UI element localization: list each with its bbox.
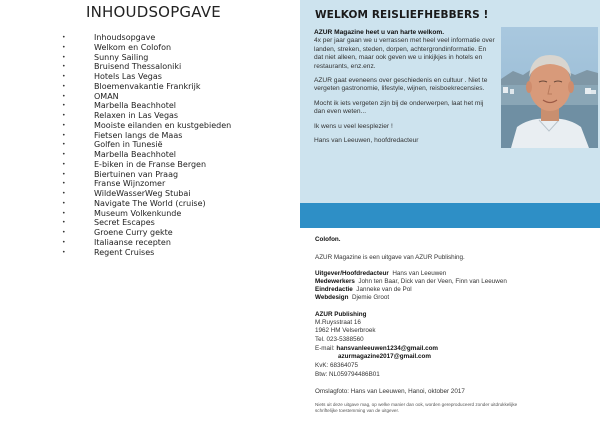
toc-item[interactable]: • Museum Volkenkunde — [62, 209, 231, 219]
welcome-intro-text: 4x per jaar gaan we u verrassen met heel veel informatie over landen, streken, steden, dorpen, achtergrondinformatie. En dat niet alleen, maar ook geven we u inkijkjes in hotels en restaurants, enz.enz. — [314, 37, 495, 70]
welcome-intro-bold: AZUR Magazine heet u van harte welkom. — [314, 29, 445, 36]
company-name-text: AZUR Publishing — [315, 311, 367, 318]
address-line: M.Ruysstraat 16 — [315, 319, 361, 326]
colofon-section — [300, 228, 600, 424]
email-line — [338, 353, 431, 361]
toc-item[interactable]: • Marbella Beachhotel — [62, 101, 231, 111]
role-value: Hans van Leeuwen — [392, 270, 447, 277]
colofon-role — [315, 294, 389, 302]
email-link[interactable]: azurmagazine2017@gmail.com — [338, 353, 431, 360]
disclaimer: Niets uit deze uitgave mag, op welke manier dan ook, worden gereproduceerd zonder uitdrukkelijke — [315, 402, 518, 407]
role-label: Eindredactie — [315, 286, 353, 293]
role-value: John ten Baar, Dick van der Veen, Finn van Leeuwen — [358, 278, 507, 285]
role-label: Medewerkers — [315, 278, 355, 285]
welcome-intro — [314, 29, 496, 71]
welcome-signature: Hans van Leeuwen, hoofdredacteur — [314, 137, 419, 145]
toc-item[interactable]: • Navigate The World (cruise) — [62, 199, 231, 209]
toc-item[interactable]: • Relaxen in Las Vegas — [62, 111, 231, 121]
email-line — [315, 345, 438, 353]
toc-item[interactable]: • Bruisend Thessaloniki — [62, 62, 231, 72]
toc-item[interactable]: • Sunny Sailing — [62, 53, 231, 63]
colofon-heading — [315, 236, 341, 244]
toc-item[interactable]: • Regent Cruises — [62, 248, 231, 258]
email-label: E-mail: — [315, 345, 335, 352]
toc-item[interactable]: • Secret Escapes — [62, 218, 231, 228]
role-value: Janneke van de Pol — [356, 286, 412, 293]
toc-item[interactable]: • Italiaanse recepten — [62, 238, 231, 248]
phone-number: Tel. 023-5388560 — [315, 336, 364, 343]
company-name — [315, 311, 366, 319]
role-label: Webdesign — [315, 294, 349, 301]
role-label: Uitgever/Hoofdredacteur — [315, 270, 389, 277]
toc-list — [62, 33, 231, 257]
colofon-role — [315, 278, 507, 286]
toc-item[interactable]: • Franse Wijnzomer — [62, 179, 231, 189]
toc-title: INHOUDSOPGAVE — [86, 3, 221, 21]
toc-item[interactable]: • Fietsen langs de Maas — [62, 131, 231, 141]
editor-portrait-photo — [501, 27, 598, 148]
disclaimer: schriftelijke toestemming van de uitgever. — [315, 408, 400, 413]
toc-item[interactable]: • Marbella Beachhotel — [62, 150, 231, 160]
divider-band — [300, 203, 600, 228]
toc-item[interactable]: • Bloemenvakantie Frankrijk — [62, 82, 231, 92]
toc-item[interactable]: • OMAN — [62, 92, 231, 102]
btw-number: Btw: NL059794486B01 — [315, 371, 380, 378]
toc-item[interactable]: • Mooiste eilanden en kustgebieden — [62, 121, 231, 131]
welcome-panel — [300, 0, 600, 203]
address-line: 1962 HM Velserbroek — [315, 327, 376, 334]
toc-item[interactable]: • Hotels Las Vegas — [62, 72, 231, 82]
toc-item[interactable]: • Welkom en Colofon — [62, 43, 231, 53]
colofon-heading-text: Colofon. — [315, 236, 341, 243]
welcome-paragraph: AZUR gaat eveneens over geschiedenis en cultuur . Niet te vergeten gastronomie, lifestyle, wijnen, reisboekrecensies. — [314, 77, 488, 93]
welcome-text — [314, 29, 496, 151]
welcome-paragraph: Mocht ik iets vergeten zijn bij de onderwerpen, laat het mij dan even weten... — [314, 99, 484, 116]
toc-item[interactable]: • Golfen in Tunesië — [62, 140, 231, 150]
colofon-role — [315, 270, 446, 278]
welcome-paragraph: Ik wens u veel leesplezier ! — [314, 122, 393, 130]
portrait-illustration — [501, 27, 598, 148]
role-value: Djemie Groot — [351, 294, 390, 301]
welcome-title: WELKOM REISLIEFHEBBERS ! — [315, 9, 489, 21]
email-link[interactable]: hansvanleeuwen1234@gmail.com — [336, 345, 439, 352]
photo-credit: Omslagfoto: Hans van Leeuwen, Hanoi, oktober 2017 — [315, 388, 465, 395]
colofon-role — [315, 286, 412, 294]
toc-item[interactable]: • WildeWasserWeg Stubai — [62, 189, 231, 199]
toc-item[interactable]: • Biertuinen van Praag — [62, 170, 231, 180]
toc-item[interactable]: • Groene Curry gekte — [62, 228, 231, 238]
toc-item[interactable]: • E-biken in de Franse Bergen — [62, 160, 231, 170]
kvk-number: KvK: 68364075 — [315, 362, 359, 369]
colofon-publisher: AZUR Magazine is een uitgave van AZUR Publishing. — [315, 254, 465, 261]
toc-item[interactable]: • Inhoudsopgave — [62, 33, 231, 43]
